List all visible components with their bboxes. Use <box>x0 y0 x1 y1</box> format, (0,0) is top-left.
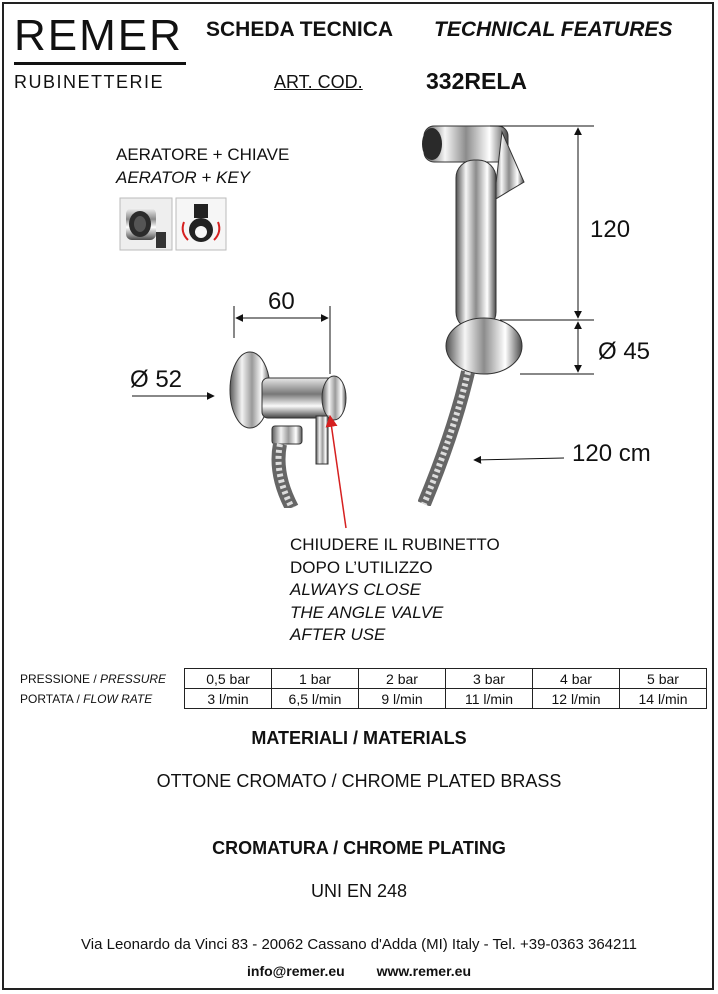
table-row-pressure <box>20 669 707 689</box>
pressure-flow-table <box>20 668 707 709</box>
pressure-label <box>20 669 185 689</box>
dim-hose-label: 120 cm <box>572 440 651 467</box>
pressure-label-it: PRESSIONE / <box>20 671 101 686</box>
article-code-label: ART. COD. <box>274 72 363 92</box>
title-italian: SCHEDA TECNICA <box>206 18 394 41</box>
brand-logo: REMER <box>14 11 183 60</box>
note-line-5: AFTER USE <box>290 625 386 644</box>
close-valve-note <box>290 534 500 647</box>
table-cell: 4 bar <box>533 669 620 689</box>
flow-label-it: PORTATA / <box>20 691 84 706</box>
article-code: 332RELA <box>426 68 527 94</box>
flow-label-en: FLOW RATE <box>83 691 153 706</box>
dim-height-label: 120 <box>590 216 631 243</box>
materials-value: OTTONE CROMATO / CHROME PLATED BRASS <box>156 771 562 791</box>
flow-label <box>20 689 185 709</box>
plating-value: UNI EN 248 <box>310 881 408 901</box>
pressure-label-en: PRESSURE <box>100 671 167 686</box>
aerator-label-it: AERATORE + CHIAVE <box>116 145 290 164</box>
table-cell: 9 l/min <box>359 689 446 709</box>
table-cell: 2 bar <box>359 669 446 689</box>
title-english: TECHNICAL FEATURES <box>434 18 673 41</box>
note-line-3: ALWAYS CLOSE <box>290 580 422 599</box>
dim-flange-label: Ø 52 <box>130 366 183 393</box>
table-cell: 3 l/min <box>185 689 272 709</box>
table-cell: 14 l/min <box>620 689 707 709</box>
footer-email[interactable]: info@remer.eu <box>247 963 345 979</box>
footer-website[interactable]: www.remer.eu <box>376 963 471 979</box>
table-row-flow <box>20 689 707 709</box>
table-cell: 5 bar <box>620 669 707 689</box>
footer-contacts <box>0 963 718 979</box>
table-cell: 6,5 l/min <box>272 689 359 709</box>
brand-subtitle: RUBINETTERIE <box>14 72 165 92</box>
table-cell: 3 bar <box>446 669 533 689</box>
note-line-4: THE ANGLE VALVE <box>290 602 444 622</box>
plating-title: CROMATURA / CHROME PLATING <box>212 838 506 858</box>
dim-hose-line <box>474 458 564 460</box>
close-valve-arrow <box>330 416 346 528</box>
note-line-2: DOPO L’UTILIZZO <box>290 557 433 577</box>
table-cell: 12 l/min <box>533 689 620 709</box>
footer-address: Via Leonardo da Vinci 83 - 20062 Cassano d'Adda (MI) Italy - Tel. +39-0363 364211 <box>81 936 637 953</box>
dim-holder-label: Ø 45 <box>598 338 651 365</box>
note-line-1: CHIUDERE IL RUBINETTO <box>290 535 500 554</box>
materials-title: MATERIALI / MATERIALS <box>251 728 467 748</box>
dim-width-label: 60 <box>268 288 295 315</box>
table-cell: 11 l/min <box>446 689 533 709</box>
aerator-label-en: AERATOR + KEY <box>116 167 250 187</box>
table-cell: 0,5 bar <box>185 669 272 689</box>
table-cell: 1 bar <box>272 669 359 689</box>
